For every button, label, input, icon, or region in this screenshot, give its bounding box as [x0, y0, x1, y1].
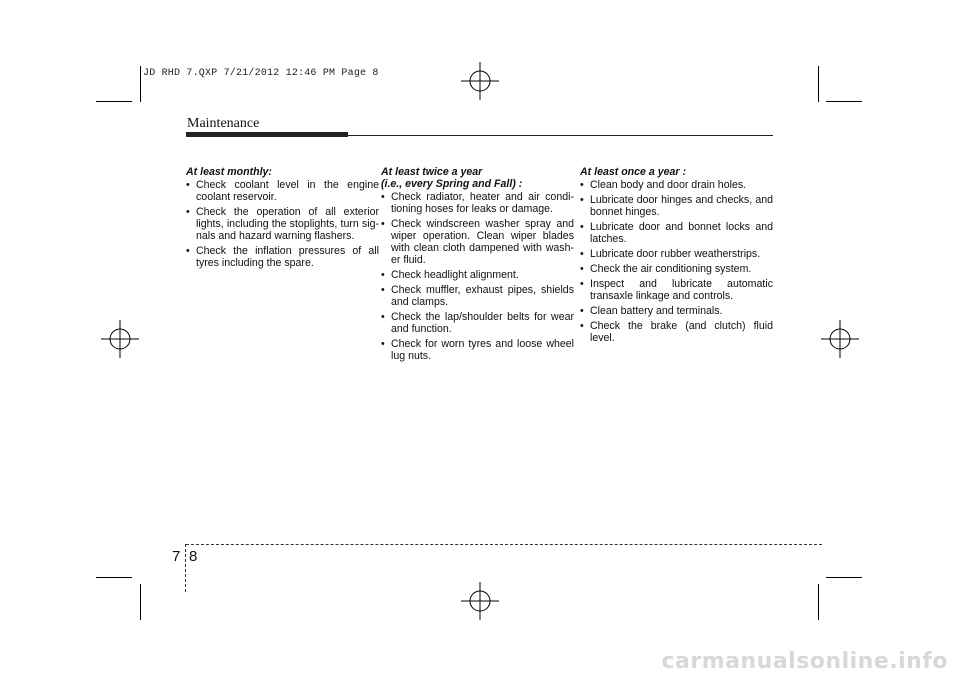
list-item: • Check windscreen washer spray and wiper operation. Clean wiper blades with clean cloth dampened with wash-er fluid. — [381, 218, 574, 266]
registration-mark-icon — [461, 62, 499, 100]
registration-mark-icon — [821, 320, 859, 358]
crop-mark — [826, 101, 862, 102]
registration-mark-icon — [461, 582, 499, 620]
column-twice-yearly — [381, 166, 574, 365]
list-item: • Check radiator, heater and air condi-tioning hoses for leaks or damage. — [381, 191, 574, 215]
checklist — [580, 179, 773, 344]
column-heading: At least twice a year (i.e., every Spring and Fall) : — [381, 166, 523, 190]
footer-divider — [185, 544, 186, 592]
list-item: • Check the inflation pressures of all tyres including the spare. — [186, 245, 379, 269]
list-item: • Inspect and lubricate automatic transaxle linkage and controls. — [580, 278, 773, 302]
crop-mark — [140, 584, 141, 620]
list-item: • Check the air conditioning system. — [580, 263, 773, 275]
list-item: • Check headlight alignment. — [381, 269, 574, 281]
column-heading: At least once a year : — [580, 166, 686, 178]
list-item: • Clean battery and terminals. — [580, 305, 773, 317]
section-title: Maintenance — [187, 116, 260, 131]
title-bar — [186, 132, 348, 137]
crop-mark — [96, 577, 132, 578]
list-item: • Check coolant level in the engine coolant reservoir. — [186, 179, 379, 203]
list-item: • Check muffler, exhaust pipes, shields and clamps. — [381, 284, 574, 308]
checklist — [381, 191, 574, 362]
list-item: • Check for worn tyres and loose wheel lug nuts. — [381, 338, 574, 362]
title-rule — [348, 135, 773, 136]
chapter-number: 7 — [172, 548, 181, 565]
list-item: • Lubricate door and bonnet locks and latches. — [580, 221, 773, 245]
column-heading: At least monthly: — [186, 166, 272, 178]
list-item: • Lubricate door rubber weatherstrips. — [580, 248, 773, 260]
list-item: • Check the operation of all exterior lights, including the stoplights, turn sig-nals and hazard warning flashers. — [186, 206, 379, 242]
crop-mark — [818, 66, 819, 102]
list-item: • Clean body and door drain holes. — [580, 179, 773, 191]
crop-mark — [140, 66, 141, 102]
registration-mark-icon — [101, 320, 139, 358]
footer-rule — [186, 544, 822, 545]
page-number: 8 — [189, 548, 198, 565]
column-monthly — [186, 166, 379, 272]
column-yearly — [580, 166, 773, 347]
print-slug: JD RHD 7.QXP 7/21/2012 12:46 PM Page 8 — [143, 68, 379, 79]
checklist — [186, 179, 379, 269]
watermark: carmanualsonline.info — [661, 649, 948, 674]
list-item: • Check the lap/shoulder belts for wear and function. — [381, 311, 574, 335]
list-item: • Lubricate door hinges and checks, and bonnet hinges. — [580, 194, 773, 218]
list-item: • Check the brake (and clutch) fluid level. — [580, 320, 773, 344]
crop-mark — [818, 584, 819, 620]
crop-mark — [96, 101, 132, 102]
crop-mark — [826, 577, 862, 578]
